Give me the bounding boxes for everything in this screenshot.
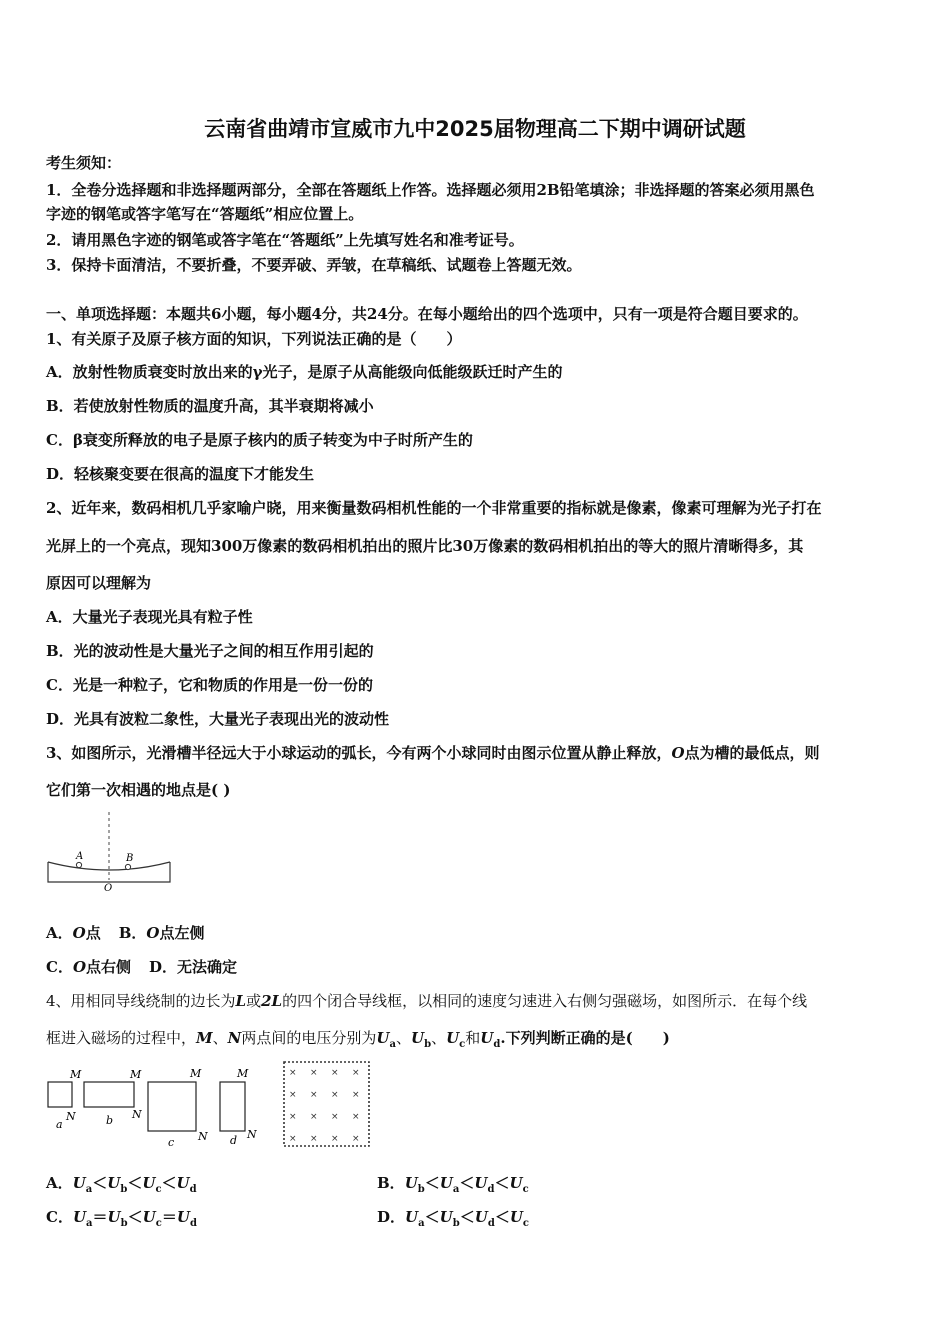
svg-text:N: N: [66, 1110, 76, 1123]
q4-option-d: D．$U_a<U_b<U_d<U_c$: [377, 1208, 530, 1229]
field-cross-mark: ×: [331, 1134, 339, 1144]
q3-stem-line2: 它们第一次相遇的地点是( ): [46, 781, 231, 799]
q2-stem-line3: 原因可以理解为: [46, 574, 152, 592]
svg-text:M: M: [130, 1068, 142, 1081]
q4-stem-line1: 4、用相同导线绕制的边长为L或2L的四个闭合导线框，以相同的速度匀速进入右侧匀强磁场，如图所示．在每个线: [46, 992, 808, 1010]
q1-option-a: A．放射性物质衰变时放出来的γ光子，是原子从高能级向低能级跃迁时产生的: [46, 363, 563, 381]
q3-options-ab: A．O点 B．O点左侧: [46, 924, 205, 942]
field-cross-mark: ×: [352, 1068, 360, 1078]
field-cross-mark: ×: [310, 1112, 318, 1122]
svg-text:M: M: [237, 1067, 249, 1080]
field-cross-mark: ×: [331, 1068, 339, 1078]
q3-options-cd: C．O点右侧 D．无法确定: [46, 958, 238, 976]
q2-stem-line1: 2、近年来，数码相机几乎家喻户晓，用来衡量数码相机性能的一个非常重要的指标就是像素，像素可理解为光子打在: [46, 499, 822, 517]
q1-option-d: D．轻核聚变要在很高的温度下才能发生: [46, 465, 315, 483]
field-cross-mark: ×: [352, 1112, 360, 1122]
q2-option-a: A．大量光子表现光具有粒子性: [46, 608, 253, 626]
field-cross-mark: ×: [331, 1112, 339, 1122]
q4-frames-figure: [44, 1058, 374, 1152]
field-cross-mark: ×: [352, 1134, 360, 1144]
q2-option-c: C．光是一种粒子，它和物质的作用是一份一份的: [46, 676, 373, 694]
svg-text:c: c: [168, 1136, 175, 1149]
notice-item-2: 2．请用黑色字迹的钢笔或答字笔在“答题纸”上先填写姓名和准考证号。: [46, 231, 524, 249]
q1-option-c: C．β衰变所释放的电子是原子核内的质子转变为中子时所产生的: [46, 431, 473, 449]
q3-label-a: A: [76, 851, 84, 862]
q3-label-b: B: [126, 853, 134, 864]
svg-text:M: M: [70, 1068, 82, 1081]
field-cross-mark: ×: [352, 1090, 360, 1100]
notice-heading: 考生须知：: [46, 154, 122, 172]
notice-item-1-cont: 字迹的钢笔或答字笔写在“答题纸”相应位置上。: [46, 205, 364, 223]
svg-text:d: d: [230, 1134, 238, 1147]
q2-option-d: D．光具有波粒二象性，大量光子表现出光的波动性: [46, 710, 390, 728]
field-cross-mark: ×: [331, 1090, 339, 1100]
svg-text:M: M: [190, 1067, 202, 1080]
q2-stem-line2: 光屏上的一个亮点，现知300万像素的数码相机拍出的照片比30万像素的数码相机拍出的等大的照片清晰得多，其: [46, 537, 804, 555]
q1-stem: 1、有关原子及原子核方面的知识，下列说法正确的是（ ）: [46, 330, 462, 348]
svg-text:N: N: [247, 1128, 257, 1141]
field-cross-mark: ×: [289, 1090, 297, 1100]
svg-text:N: N: [198, 1130, 208, 1143]
page-title: 云南省曲靖市宣威市九中2025届物理高二下期中调研试题: [204, 117, 746, 141]
field-cross-mark: ×: [310, 1090, 318, 1100]
field-cross-mark: ×: [289, 1068, 297, 1078]
notice-item-3: 3．保持卡面清洁，不要折叠，不要弄破、弄皱，在草稿纸、试题卷上答题无效。: [46, 256, 582, 274]
svg-text:a: a: [56, 1118, 63, 1131]
q4-option-c: C．$U_a=U_b<U_c=U_d$: [46, 1208, 197, 1229]
q4-option-a: A．$U_a<U_b<U_c<U_d$: [46, 1174, 197, 1195]
field-cross-mark: ×: [310, 1134, 318, 1144]
q3-label-o: O: [104, 883, 113, 892]
field-cross-mark: ×: [289, 1112, 297, 1122]
q4-stem-line2: 框进入磁场的过程中，M、N两点间的电压分别为$U_a$、$U_b$、$U_c$和$U_d$.下列判断正确的是( ): [46, 1029, 670, 1050]
q4-option-b: B．$U_b<U_a<U_d<U_c$: [377, 1174, 529, 1195]
notice-item-1: 1．全卷分选择题和非选择题两部分，全部在答题纸上作答。选择题必须用2B铅笔填涂；非选择题的答案必须用黑色: [46, 181, 815, 199]
field-cross-mark: ×: [289, 1134, 297, 1144]
svg-text:b: b: [106, 1114, 114, 1127]
svg-text:N: N: [132, 1108, 142, 1121]
section-heading: 一、单项选择题：本题共6小题，每小题4分，共24分。在每小题给出的四个选项中，只有一项是符合题目要求的。: [46, 305, 808, 323]
field-cross-mark: ×: [310, 1068, 318, 1078]
q1-option-b: B．若使放射性物质的温度升高，其半衰期将减小: [46, 397, 374, 415]
q3-stem-line1: 3、如图所示，光滑槽半径远大于小球运动的弧长，今有两个小球同时由图示位置从静止释放，O点为槽的最低点，则: [46, 744, 820, 762]
q3-groove-figure: [44, 810, 178, 892]
q2-option-b: B．光的波动性是大量光子之间的相互作用引起的: [46, 642, 374, 660]
